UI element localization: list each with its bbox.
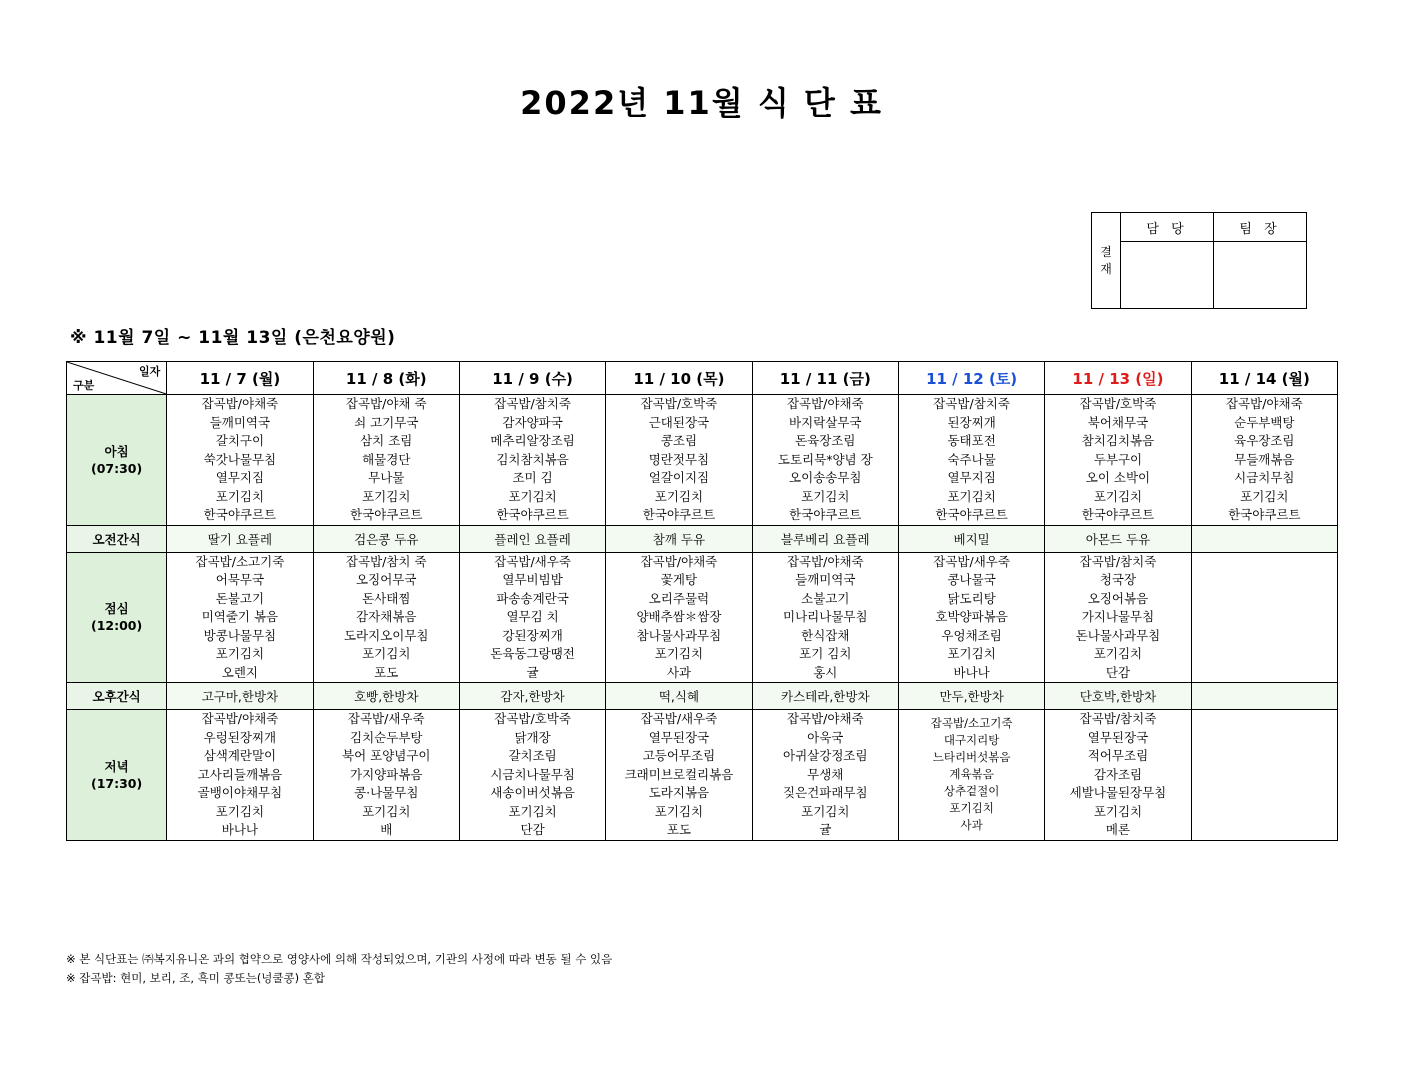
- row-label-meal: [67, 710, 167, 841]
- day-header-3: 11 / 9 (수): [459, 362, 605, 395]
- approval-sign-label: [1092, 213, 1121, 309]
- dish-item: 콩나물국: [947, 572, 996, 587]
- day-header-2: 11 / 8 (화): [313, 362, 459, 395]
- dish-item: 된장찌개: [947, 414, 996, 430]
- dish-item: 포기김치: [947, 488, 996, 504]
- dish-item: 미나리나물무침: [783, 609, 868, 624]
- row-label-meal: [67, 552, 167, 683]
- dish-item: 바지락살무국: [789, 414, 862, 430]
- dish-item: 사과: [666, 664, 692, 680]
- day-header-6: 11 / 12 (토): [898, 362, 1044, 395]
- dish-item: 포기김치: [215, 646, 265, 661]
- snack-cell: 감자,한방차: [459, 683, 605, 710]
- dish-item: 무나물: [368, 470, 405, 485]
- approval-col-teamlead: 팀 장: [1214, 213, 1307, 242]
- dish-item: 포기김치: [362, 646, 411, 661]
- meal-cell: [752, 710, 898, 841]
- snack-cell: 딸기 요플레: [167, 525, 313, 552]
- dish-item: 파송송계란국: [496, 590, 569, 606]
- dish-item: 열무지짐: [215, 470, 265, 485]
- meal-cell: [313, 395, 459, 526]
- snack-cell: 검은콩 두유: [313, 525, 459, 552]
- table-body: [67, 395, 1338, 841]
- dish-item: 호박양파볶음: [935, 609, 1008, 624]
- dish-item: 가지나물무침: [1081, 609, 1155, 624]
- dish-item: 골뱅이야채무침: [197, 785, 283, 800]
- dish-item: 잡곡밥/새우죽: [933, 553, 1010, 569]
- dish-item: 참나물사과무침: [636, 627, 722, 643]
- table-row: [67, 525, 1338, 552]
- meal-cell: [606, 395, 752, 526]
- dish-item: 돈나물사과무침: [1075, 627, 1161, 643]
- dish-item: 동태포전: [947, 433, 996, 448]
- day-header-7: 11 / 13 (일): [1045, 362, 1191, 395]
- dish-item: 한국야쿠르트: [935, 507, 1008, 522]
- footnote-1: ※ 본 식단표는 ㈜복지유니온 과의 협약으로 영양사에 의해 작성되었으며, 기관의 사정에 따라 변동 될 수 있음: [66, 952, 613, 966]
- approval-sign-label-text: 결재: [1100, 244, 1112, 276]
- dish-item: 아귀살강정조림: [783, 748, 868, 763]
- dish-item: 짖은건파래무침: [783, 785, 868, 800]
- dish-item: 돈불고기: [215, 590, 265, 606]
- dish-item: 콩·나물무침: [354, 785, 419, 800]
- snack-cell: 카스테라,한방차: [752, 683, 898, 710]
- dish-item: 참치김치볶음: [1081, 433, 1155, 448]
- menu-document-page: [0, 78, 1403, 1070]
- snack-cell: 단호박,한방차: [1045, 683, 1191, 710]
- dish-item: 사과: [960, 818, 983, 833]
- dish-item: 한국야쿠르트: [642, 507, 716, 522]
- meal-cell: [606, 552, 752, 683]
- dish-item: 고등어무조림: [642, 748, 716, 763]
- dish-item: 세발나물된장무침: [1069, 785, 1167, 800]
- dish-item: 한국야쿠르트: [350, 507, 423, 522]
- dish-item: 양배추쌈＊쌈장: [636, 609, 722, 624]
- dish-item: 근대된장국: [648, 414, 710, 430]
- dish-item: 꽃게탕: [660, 572, 698, 587]
- dish-item: 방콩나물무침: [203, 627, 277, 643]
- meal-cell: [752, 395, 898, 526]
- dish-item: 무생채: [807, 766, 844, 782]
- dish-item: 감자양파국: [502, 414, 563, 430]
- table-corner-header: [67, 362, 167, 395]
- meal-cell: [1045, 710, 1191, 841]
- day-header-5: 11 / 11 (금): [752, 362, 898, 395]
- dish-item: 갈치구이: [215, 433, 265, 448]
- dish-item: 메추리알장조림: [490, 433, 575, 448]
- day-header-8: 11 / 14 (월): [1191, 362, 1337, 395]
- dish-item: 우엉채조림: [941, 627, 1002, 643]
- dish-item: 포기김치: [654, 646, 704, 661]
- dish-item: 명란젓무침: [648, 451, 710, 467]
- dish-item: 삼치 조림: [360, 433, 413, 448]
- dish-item: 열무지짐: [947, 470, 996, 485]
- meal-cell: [1191, 710, 1337, 841]
- dish-item: 잡곡밥/새우죽: [494, 553, 571, 569]
- dish-item: 시금치나물무침: [490, 766, 575, 782]
- dish-item: 김치순두부탕: [350, 729, 423, 745]
- corner-category-label: 구분: [73, 379, 95, 392]
- dish-item: 포기김치: [1093, 803, 1143, 819]
- dish-item: 한국야쿠르트: [496, 507, 569, 522]
- dish-item: 해물경단: [362, 451, 411, 467]
- dish-item: 바나나: [221, 822, 259, 837]
- dish-item: 느타리버섯볶음: [932, 750, 1011, 765]
- dish-item: 홍시: [813, 664, 838, 680]
- dish-item: 잡곡밥/참치 죽: [345, 553, 427, 569]
- dish-item: 오이 소박이: [1085, 470, 1151, 485]
- dish-item: 포기김치: [947, 646, 996, 661]
- snack-cell: 참깨 두유: [606, 525, 752, 552]
- dish-item: 한국야쿠르트: [789, 507, 862, 522]
- dish-item: 단감: [520, 822, 545, 837]
- dish-item: 들깨미역국: [795, 572, 856, 587]
- dish-item: 시금치무침: [1234, 470, 1295, 485]
- dish-item: 잡곡밥/야채죽: [786, 553, 864, 569]
- table-header: [67, 362, 1338, 395]
- meal-cell: [1191, 552, 1337, 683]
- dish-item: 포기김치: [1093, 646, 1143, 661]
- row-label-line1: 아침: [104, 443, 129, 459]
- dish-item: 돈사태찜: [362, 590, 411, 606]
- dish-item: 콩조림: [660, 433, 698, 448]
- meal-cell: [459, 552, 605, 683]
- dish-item: 포기김치: [1093, 488, 1143, 504]
- dish-item: 포도: [374, 664, 399, 680]
- dish-item: 오징어무국: [356, 572, 417, 587]
- dish-item: 잡곡밥/새우죽: [347, 711, 425, 726]
- meal-cell: [1045, 395, 1191, 526]
- dish-item: 바나나: [953, 664, 990, 680]
- dish-item: 포기김치: [508, 803, 557, 819]
- dish-item: 잡곡밥/새우죽: [640, 711, 718, 726]
- dish-item: 열무비빔밥: [502, 572, 563, 587]
- dish-item: 열무된장국: [648, 729, 710, 745]
- dish-item: 조미 김: [512, 470, 553, 485]
- dish-item: 단감: [1105, 664, 1131, 680]
- dish-item: 오렌지: [221, 664, 259, 680]
- meal-cell: [1045, 552, 1191, 683]
- snack-cell: 베지밀: [898, 525, 1044, 552]
- dish-item: 잡곡밥/참치죽: [1079, 711, 1157, 726]
- dish-item: 무들깨볶음: [1234, 451, 1295, 467]
- meal-cell: [898, 710, 1044, 841]
- dish-item: 잡곡밥/야채죽: [640, 553, 718, 569]
- dish-item: 배: [380, 822, 393, 837]
- dish-item: 강된장찌개: [502, 627, 563, 643]
- meal-cell: [1191, 395, 1337, 526]
- dish-item: 한국야쿠르트: [1228, 507, 1301, 522]
- meal-cell: [313, 552, 459, 683]
- dish-item: 잡곡밥/참치죽: [933, 396, 1010, 411]
- dish-item: 새송이버섯볶음: [490, 785, 575, 800]
- table-row: [67, 552, 1338, 683]
- dish-item: 어묵무국: [215, 572, 265, 587]
- row-label-snack: 오후간식: [67, 683, 167, 710]
- dish-item: 포기김치: [801, 803, 850, 819]
- dish-item: 아욱국: [807, 729, 844, 745]
- meal-cell: [167, 395, 313, 526]
- meal-cell: [459, 395, 605, 526]
- dish-item: 열무된장국: [1087, 729, 1149, 745]
- dish-item: 숙주나물: [947, 451, 996, 467]
- dish-item: 두부구이: [1093, 451, 1143, 467]
- dish-item: 도라지오이무침: [343, 627, 429, 643]
- table-row: [67, 710, 1338, 841]
- dish-item: 미역줄기 볶음: [201, 609, 279, 624]
- dish-item: 북어채무국: [1087, 414, 1149, 430]
- weekly-menu-table: [66, 361, 1338, 841]
- dish-item: 잡곡밥/참치죽: [1079, 553, 1157, 569]
- row-label-line2: (17:30): [91, 775, 143, 791]
- dish-item: 쇠 고기무국: [354, 414, 419, 430]
- dish-item: 상추겉절이: [943, 784, 1000, 799]
- dish-item: 포기김치: [1240, 488, 1289, 504]
- snack-cell: [1191, 525, 1337, 552]
- dish-item: 귤: [819, 822, 832, 837]
- dish-item: 감자채볶음: [356, 609, 417, 624]
- dish-item: 잡곡밥/소고기죽: [195, 553, 285, 569]
- dish-item: 잡곡밥/야채죽: [201, 711, 279, 726]
- dish-item: 적어무조림: [1087, 748, 1149, 763]
- dish-item: 귤: [526, 664, 539, 680]
- date-range-subtitle: ※ 11월 7일 ~ 11월 13일 (은천요양원): [70, 328, 396, 348]
- meal-cell: [752, 552, 898, 683]
- dish-item: 쑥갓나물무침: [203, 451, 277, 467]
- dish-item: 오징어볶음: [1087, 590, 1149, 606]
- approval-cell-teamlead: [1214, 242, 1307, 309]
- dish-item: 포기김치: [801, 488, 850, 504]
- row-label-line2: (07:30): [91, 460, 143, 476]
- dish-item: 닭개장: [514, 729, 551, 745]
- dish-item: 돈육장조림: [795, 433, 856, 448]
- dish-item: 한국야쿠르트: [203, 507, 277, 522]
- snack-cell: 호빵,한방차: [313, 683, 459, 710]
- dish-item: 김치참치볶음: [496, 451, 569, 467]
- day-header-4: 11 / 10 (목): [606, 362, 752, 395]
- footnotes: [66, 950, 612, 988]
- meal-cell: [898, 552, 1044, 683]
- meal-cell: [459, 710, 605, 841]
- meal-cell: [313, 710, 459, 841]
- dish-item: 포기김치: [654, 803, 704, 819]
- dish-item: 순두부백탕: [1234, 414, 1295, 430]
- dish-item: 한식잡채: [801, 627, 850, 643]
- dish-item: 잡곡밥/야채 죽: [345, 396, 427, 411]
- approval-cell-staff: [1121, 242, 1214, 309]
- row-label-meal: [67, 395, 167, 526]
- snack-cell: 고구마,한방차: [167, 683, 313, 710]
- dish-item: 잡곡밥/야채죽: [201, 396, 279, 411]
- snack-cell: [1191, 683, 1337, 710]
- dish-item: 한국야쿠르트: [1081, 507, 1155, 522]
- dish-item: 잡곡밥/야채죽: [1225, 396, 1303, 411]
- dish-item: 닭도리탕: [947, 590, 996, 606]
- dish-item: 우렁된장찌개: [203, 729, 277, 745]
- approval-col-staff: 담 당: [1121, 213, 1214, 242]
- dish-item: 대구지리탕: [943, 733, 1000, 748]
- row-label-snack: 오전간식: [67, 525, 167, 552]
- dish-item: 포기김치: [362, 488, 411, 504]
- footnote-2: ※ 잡곡밥: 현미, 보리, 조, 흑미 콩또는(넝쿨콩) 혼합: [66, 971, 325, 985]
- dish-item: 소불고기: [801, 590, 850, 606]
- dish-item: 고사리들깨볶음: [197, 766, 283, 782]
- dish-item: 잡곡밥/야채죽: [786, 396, 864, 411]
- dish-item: 도토리묵*양념 장: [777, 451, 873, 467]
- dish-item: 포기김치: [508, 488, 557, 504]
- dish-item: 가지양파볶음: [350, 766, 423, 782]
- table-row: [67, 683, 1338, 710]
- snack-cell: 만두,한방차: [898, 683, 1044, 710]
- dish-item: 포기김치: [654, 488, 704, 504]
- row-label-line1: 저녁: [104, 758, 129, 774]
- meal-cell: [167, 710, 313, 841]
- row-label-line2: (12:00): [91, 618, 143, 634]
- dish-item: 계육볶음: [949, 767, 994, 782]
- snack-cell: 아몬드 두유: [1045, 525, 1191, 552]
- dish-item: 크래미브로컬리볶음: [624, 766, 734, 782]
- dish-item: 잡곡밥/야채죽: [786, 711, 864, 726]
- dish-item: 삼색계란말이: [203, 748, 277, 763]
- meal-cell: [606, 710, 752, 841]
- dish-item: 잡곡밥/호박죽: [640, 396, 718, 411]
- dish-item: 포기김치: [215, 488, 265, 504]
- dish-item: 얼갈이지짐: [648, 470, 710, 485]
- dish-item: 포도: [666, 822, 692, 837]
- corner-date-label: 일자: [138, 365, 161, 378]
- dish-item: 육우장조림: [1234, 433, 1295, 448]
- dish-item: 포기김치: [215, 803, 265, 819]
- dish-item: 오리주물럭: [648, 590, 710, 606]
- dish-item: 돈육동그랑땡전: [490, 646, 575, 661]
- approval-box: [1091, 212, 1307, 309]
- table-row: [67, 395, 1338, 526]
- dish-item: 열무김 치: [506, 609, 559, 624]
- dish-item: 감자조림: [1093, 766, 1143, 782]
- dish-item: 북어 포양념구이: [342, 748, 431, 763]
- dish-item: 포기김치: [949, 801, 994, 816]
- snack-cell: 떡,식혜: [606, 683, 752, 710]
- dish-item: 메론: [1105, 822, 1131, 837]
- meal-cell: [898, 395, 1044, 526]
- dish-item: 청국장: [1099, 572, 1137, 587]
- dish-item: 갈치조림: [508, 748, 557, 763]
- page-title: 2022년 11월 식 단 표: [520, 84, 883, 122]
- meal-cell: [167, 552, 313, 683]
- dish-item: 잡곡밥/참치죽: [494, 396, 571, 411]
- dish-item: 들깨미역국: [209, 414, 271, 430]
- dish-item: 포기 김치: [799, 646, 852, 661]
- dish-item: 잡곡밥/소고기죽: [930, 716, 1013, 731]
- dish-item: 포기김치: [362, 803, 411, 819]
- snack-cell: 플레인 요플레: [459, 525, 605, 552]
- dish-item: 도라지볶음: [648, 785, 710, 800]
- snack-cell: 블루베리 요플레: [752, 525, 898, 552]
- row-label-line1: 점심: [104, 601, 129, 617]
- dish-item: 잡곡밥/호박죽: [1079, 396, 1157, 411]
- dish-item: 오이송송무침: [789, 470, 862, 485]
- dish-item: 잡곡밥/호박죽: [494, 711, 571, 726]
- day-header-1: 11 / 7 (월): [167, 362, 313, 395]
